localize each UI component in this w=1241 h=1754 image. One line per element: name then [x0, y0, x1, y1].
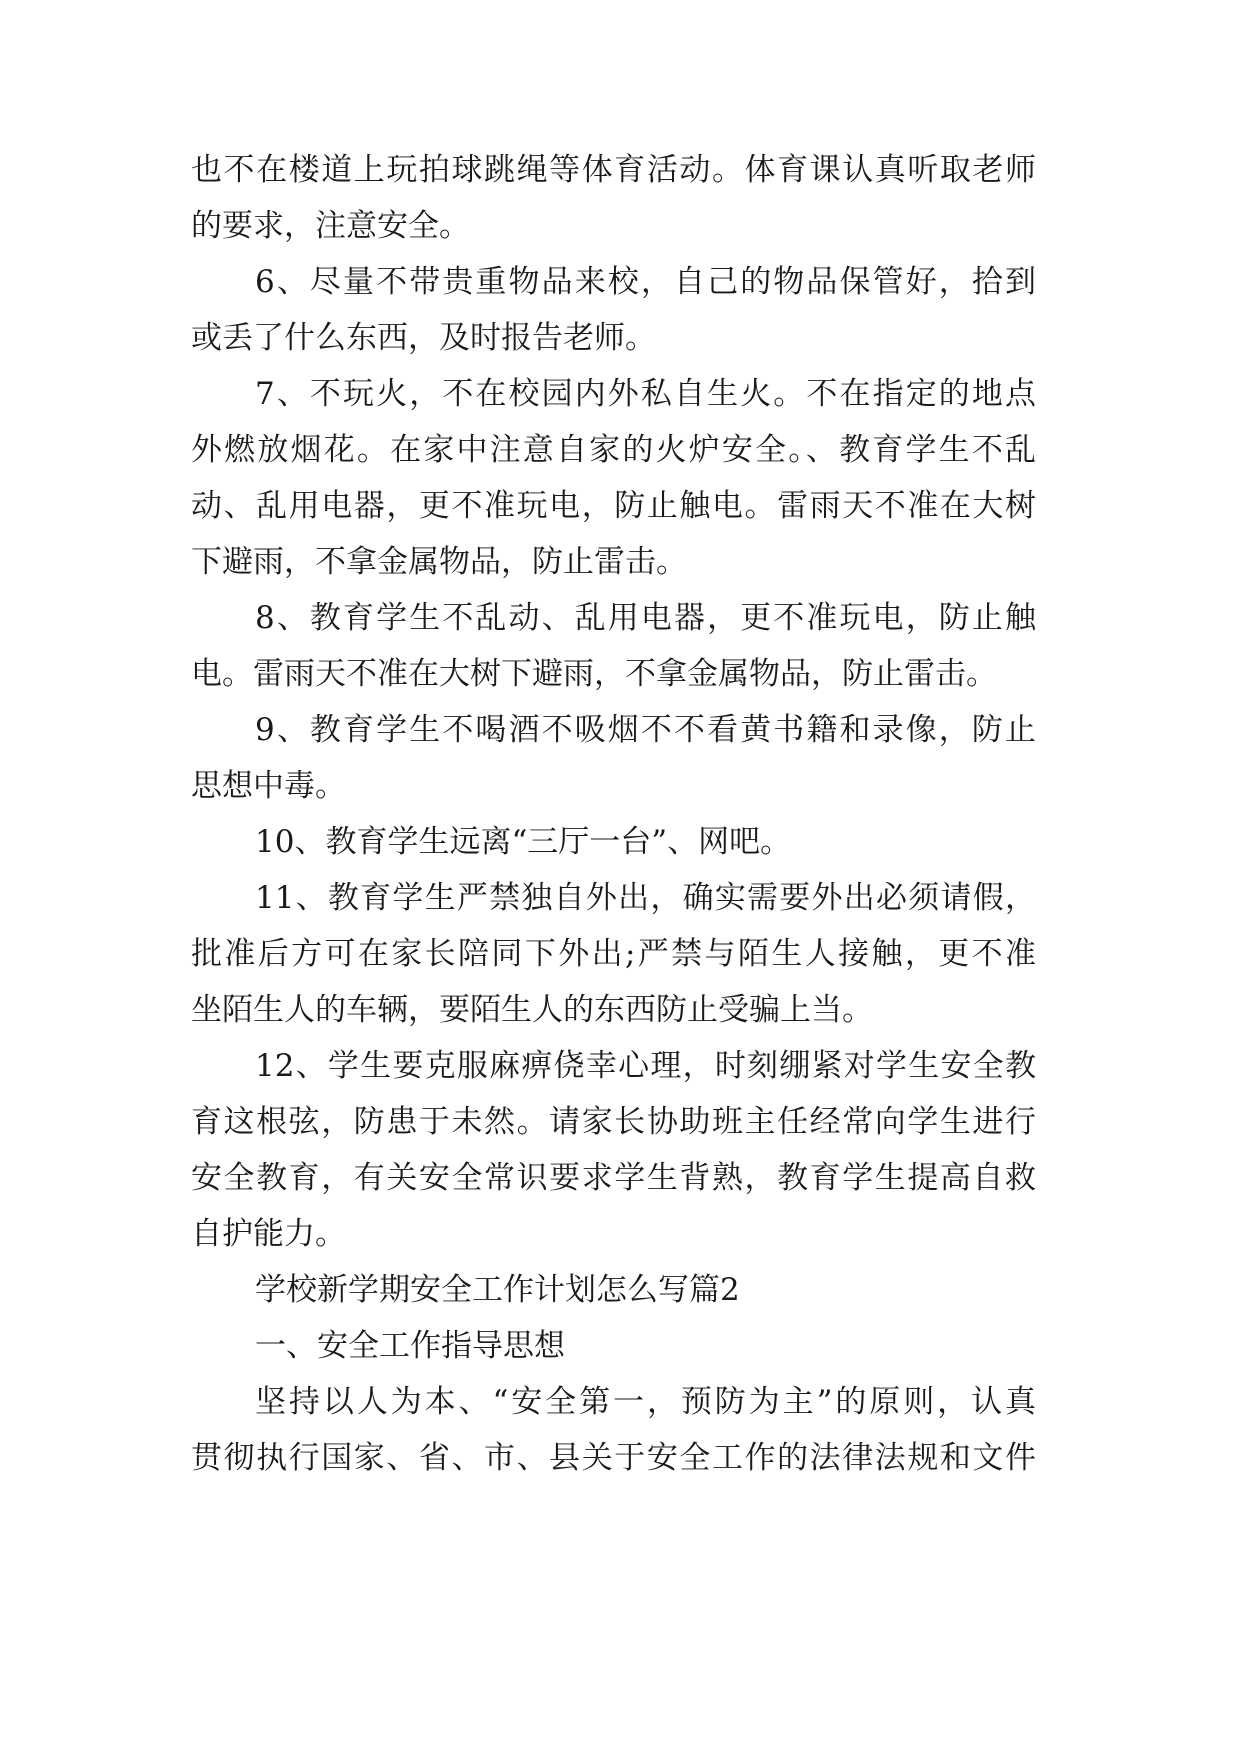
text-line: 外燃放烟花。在家中注意自家的火炉安全。、教育学生不乱 [191, 432, 1036, 468]
text-line: 批准后方可在家长陪同下外出;严禁与陌生人接触，更不准 [191, 936, 1036, 972]
text-line: 自护能力。 [191, 1216, 346, 1252]
section-heading: 学校新学期安全工作计划怎么写篇2 [255, 1272, 740, 1308]
text-line: 电。雷雨天不准在大树下避雨，不拿金属物品，防止雷击。 [191, 656, 997, 692]
text-line: 11、教育学生严禁独自外出，确实需要外出必须请假， [255, 880, 1036, 916]
text-line: 9、教育学生不喝酒不吸烟不不看黄书籍和录像，防止 [255, 712, 1036, 748]
text-line: 8、教育学生不乱动、乱用电器，更不准玩电，防止触 [255, 600, 1036, 636]
text-line: 6、尽量不带贵重物品来校，自己的物品保管好，拾到 [255, 264, 1036, 300]
text-line: 7、不玩火，不在校园内外私自生火。不在指定的地点 [255, 376, 1036, 412]
text-line: 思想中毒。 [191, 768, 346, 804]
text-line: 也不在楼道上玩拍球跳绳等体育活动。体育课认真听取老师 [191, 152, 1036, 188]
subsection-heading: 一、安全工作指导思想 [255, 1328, 565, 1364]
text-line: 坐陌生人的车辆，要陌生人的东西防止受骗上当。 [191, 992, 873, 1028]
text-line: 下避雨，不拿金属物品，防止雷击。 [191, 544, 687, 580]
text-line: 的要求，注意安全。 [191, 208, 470, 244]
text-line: 动、乱用电器，更不准玩电，防止触电。雷雨天不准在大树 [191, 488, 1036, 524]
text-line: 安全教育，有关安全常识要求学生背熟，教育学生提高自救 [191, 1160, 1036, 1196]
text-line: 或丢了什么东西，及时报告老师。 [191, 320, 656, 356]
text-line: 12、学生要克服麻痹侥幸心理，时刻绷紧对学生安全教 [255, 1048, 1036, 1084]
text-line: 10、教育学生远离“三厅一台”、网吧。 [255, 824, 792, 860]
text-line: 育这根弦，防患于未然。请家长协助班主任经常向学生进行 [191, 1104, 1036, 1140]
text-line: 贯彻执行国家、省、市、县关于安全工作的法律法规和文件 [191, 1440, 1036, 1476]
text-line: 坚持以人为本、“安全第一，预防为主”的原则，认真 [255, 1384, 1036, 1420]
